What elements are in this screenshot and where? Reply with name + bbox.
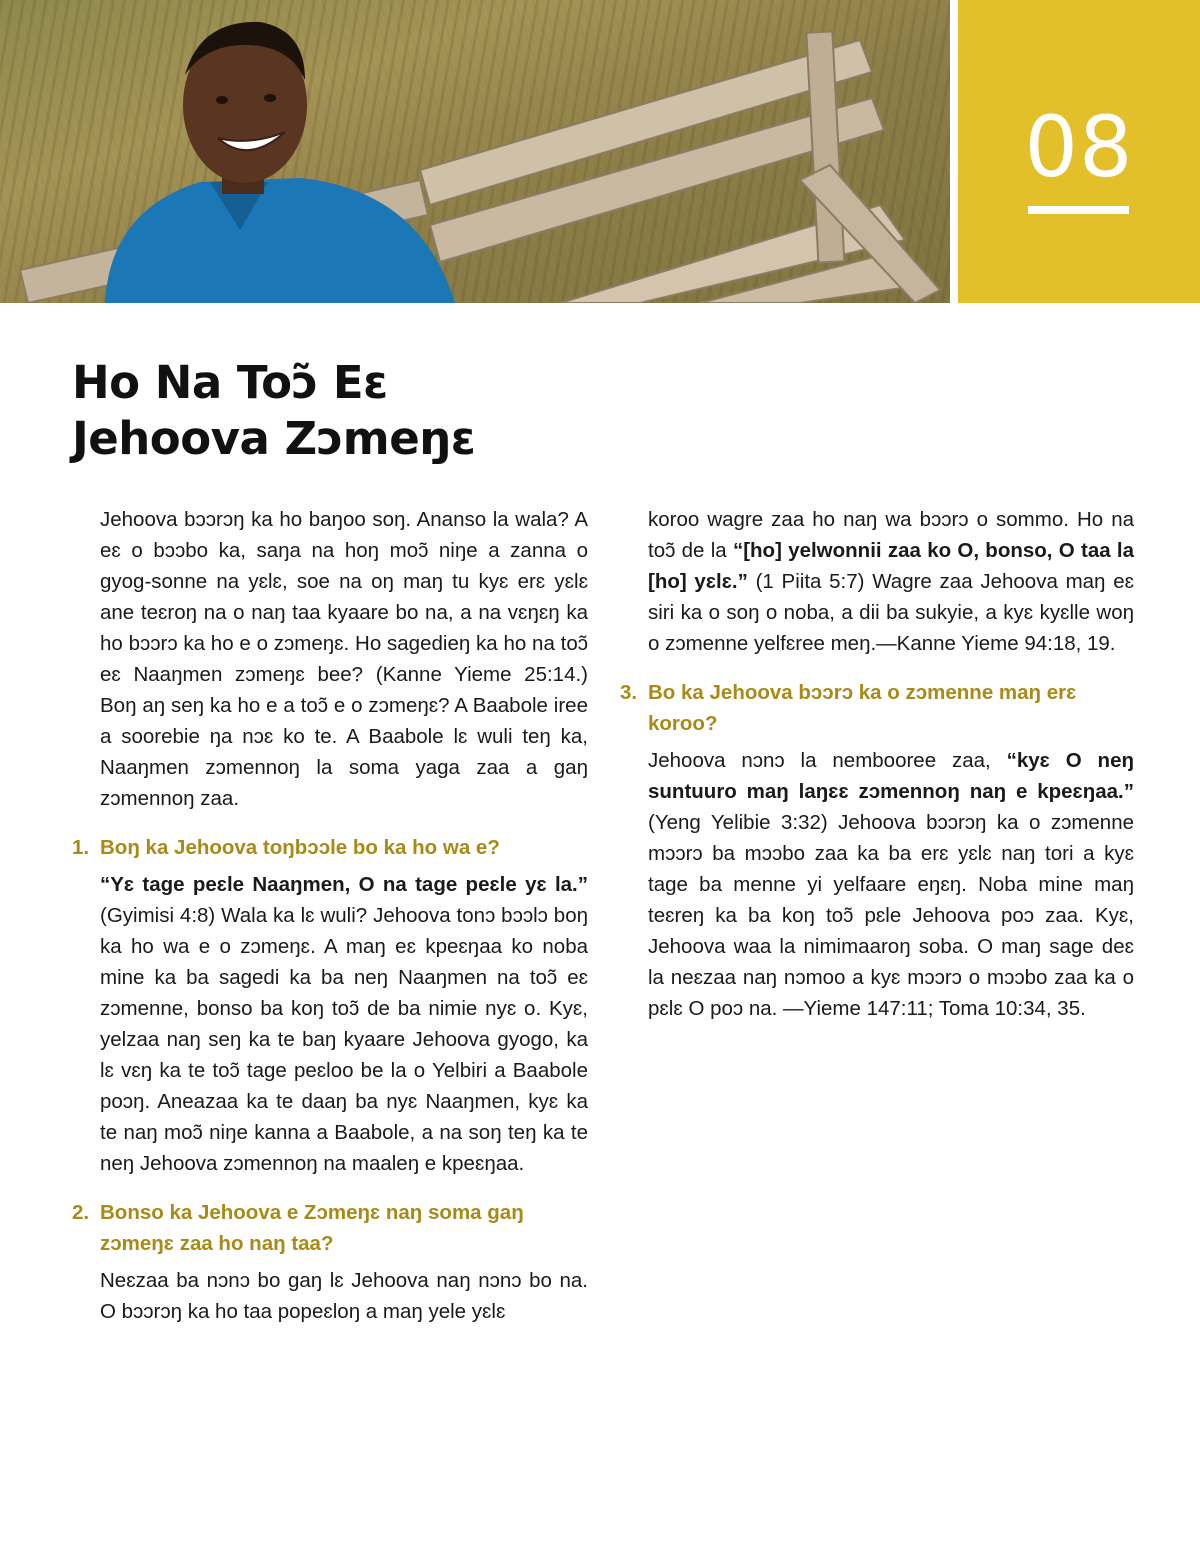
badge-underline — [1028, 206, 1129, 214]
question-2-heading — [72, 1197, 588, 1259]
lesson-number-badge — [958, 0, 1200, 303]
question-1-heading — [72, 832, 588, 863]
man-figure — [105, 22, 455, 303]
answer-3-body-b: (Yeng Yelibie 3:32) Jehoova bɔɔrɔŋ ka o zɔmenne mɔɔrɔ ba mɔɔbo zaa ka ba erɛ yɛlɛ naŋ tori a kyɛ tage ba menne yi yelfaare eŋɛŋ. Noba mine maŋ teɛreŋ ka ba koŋ toɔ̃ pɛle Jehoova poɔ zaa. Kyɛ, Jehoova waa la nimimaaroŋ soba. O maŋ sage deɛ la neɛzaa naŋ nɔmoo a kyɛ mɔɔrɔ o mɔɔbo zaa ka o pɛlɛ O poɔ na. —Yieme 147:11; Toma 10:34, 35. — [648, 811, 1134, 1020]
answer-2-paragraph-start: Neɛzaa ba nɔnɔ bo gaŋ lɛ Jehoova naŋ nɔnɔ bo na. O bɔɔrɔŋ ka ho taa popeɛloŋ a maŋ yele yɛlɛ — [100, 1269, 588, 1323]
question-1-text: Boŋ ka Jehoova toŋbɔɔle bo ka ho wa e? — [100, 836, 500, 859]
title-line-2: Jehoova Zɔmeŋɛ — [72, 412, 476, 465]
question-3-heading — [620, 677, 1134, 739]
lesson-number: 08 — [1024, 98, 1134, 196]
answer-2-paragraph-continued — [620, 504, 1134, 659]
intro-paragraph: Jehoova bɔɔrɔŋ ka ho baŋoo soŋ. Ananso la wala? A eɛ o bɔɔbo ka, saŋa na hoŋ moɔ̃ niŋe a zanna o gyog-sonne na yɛlɛ, soe na oŋ maŋ tu kyɛ erɛ yɛlɛ ane teɛroŋ na o naŋ taa kyaare bo na, a na vɛŋɛŋ ka ho bɔɔrɔ ka ho e o zɔmeŋɛ. Ho sagedieŋ ka ho na toɔ̃ eɛ Naaŋmen zɔmeŋɛ bee? (Kanne Yieme 25:14.) Boŋ aŋ seŋ ka ho e a toɔ̃ e o zɔmeŋɛ? A Baabole iree a soorebie ŋa nɔɛ ko te. A Baabole lɛ wuli teŋ ka, Naaŋmen zɔmennoŋ la soma yaga zaa a gaŋ zɔmennoŋ zaa. — [100, 508, 588, 810]
title-line-1: Ho Na Toɔ̃ Eɛ — [72, 356, 388, 409]
page-title — [72, 355, 475, 467]
answer-2-body-b: (1 Piita 5:7) Wagre zaa Jehoova maŋ eɛ siri ka o soŋ o noba, a dii ba sukyie, a kyɛ kyɛlle woŋ o zɔmenne yelfɛree meŋ.—Kanne Yieme 94:18, 19. — [648, 570, 1134, 655]
man-on-bench-illustration — [0, 0, 950, 303]
left-column — [72, 504, 588, 1327]
answer-3-paragraph — [620, 745, 1134, 1024]
question-3-number: 3. — [620, 681, 638, 704]
answer-1-body: (Gyimisi 4:8) Wala ka lɛ wuli? Jehoova tonɔ bɔɔlɔ boŋ ka ho wa e o zɔmeŋɛ. A maŋ eɛ kpeɛŋaa ko noba mine ka ba sagedi ka ba neŋ Naaŋmen na toɔ̃ eɛ zɔmenne, bonso ba koŋ toɔ̃ de ba nimie nyɛ o. Kyɛ, yelzaa naŋ seŋ ka te baŋ kyaare Jehoova gyogo, ka lɛ vɛŋ ka te toɔ̃ tage peɛloo be la o Yelbiri a Baabole poɔŋ. Aneazaa ka te daaŋ ba nyɛ Naaŋmen, kyɛ ka te naŋ moɔ̃ niŋe kanna a Baabole, a na soŋ teŋ ka te neŋ Jehoova zɔmennoŋ na maaleŋ e kpeɛŋaa. — [100, 904, 588, 1175]
answer-2-quote: “[ho] yelwonnii zaa ko O, bonso, O taa la [ho] yɛlɛ.” — [648, 539, 1134, 593]
question-2-text: Bonso ka Jehoova e Zɔmeŋɛ naŋ soma gaŋ zɔmeŋɛ zaa ho naŋ taa? — [100, 1201, 524, 1255]
question-3-text: Bo ka Jehoova bɔɔrɔ ka o zɔmenne maŋ erɛ koroo? — [648, 681, 1077, 735]
answer-2-body-a: koroo wagre zaa ho naŋ wa bɔɔrɔ o sommo. Ho na toɔ̃ de la — [648, 508, 1134, 562]
question-1-number: 1. — [72, 836, 90, 859]
right-column — [620, 504, 1134, 1024]
answer-3-quote: “kyɛ O neŋ suntuuro maŋ laŋɛɛ zɔmennoŋ naŋ e kpeɛŋaa.” — [648, 749, 1134, 803]
answer-3-body-a: Jehoova nɔnɔ la nembooree zaa, — [648, 749, 1007, 772]
hero-photo — [0, 0, 950, 303]
answer-1-quote: “Yɛ tage peɛle Naaŋmen, O na tage peɛle yɛ la.” — [100, 873, 588, 896]
answer-1-paragraph — [72, 869, 588, 1179]
question-2-number: 2. — [72, 1201, 90, 1224]
